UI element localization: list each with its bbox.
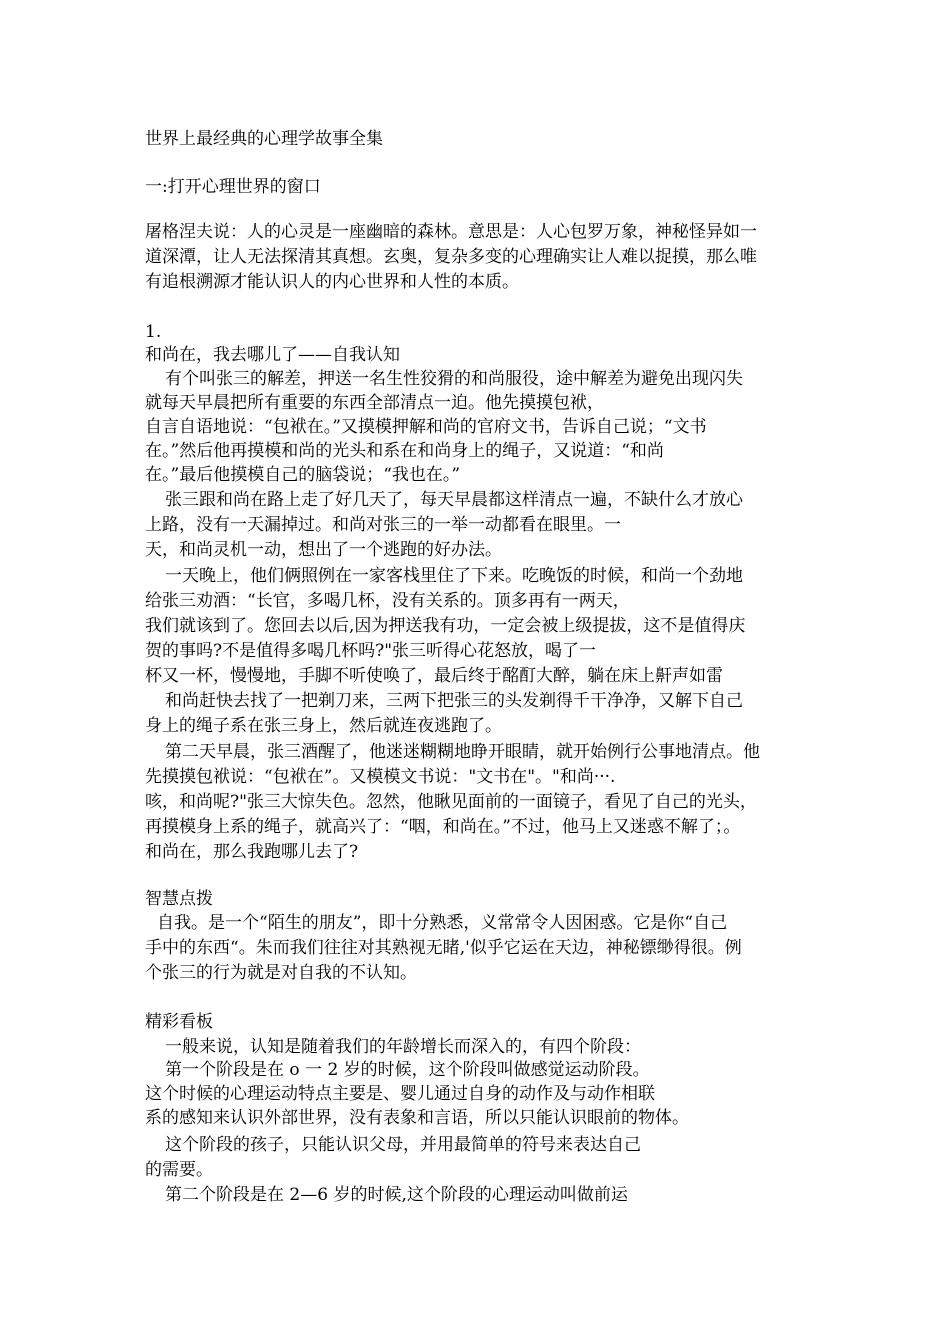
intro-line: 屠格涅夫说：人的心灵是一座幽暗的森林。意思是：人心包罗万象，神秘怪异如一 — [145, 222, 757, 242]
board-heading: 精彩看板 — [145, 1012, 213, 1032]
story-title: 和尚在，我去哪儿了——自我认知 — [145, 345, 400, 365]
story-line: 我们就该到了。您回去以后,因为押送我有功，一定会被上级提拔，这不是值得庆 — [145, 616, 746, 636]
story-line: 咳，和尚呢?"张三大惊失色。忽然，他瞅见面前的一面镜子，看见了自己的光头， — [145, 792, 757, 812]
board-line: 第一个阶段是在 o 一 2 岁的时候，这个阶段叫做感觉运动阶段。 — [165, 1060, 650, 1080]
story-line: 再摸模身上系的绳子，就高兴了：“咽，和尚在。”不过，他马上又迷惑不解了；。 — [145, 817, 741, 837]
document-title: 世界上最经典的心理学故事全集 — [145, 129, 383, 149]
board-line: 的需要。 — [145, 1160, 213, 1180]
board-line: 系的感知来认识外部世界，没有表象和言语，所以只能认识眼前的物体。 — [145, 1108, 689, 1128]
story-number: 1. — [145, 322, 162, 342]
intro-line: 道深潭，让人无法探清其真想。玄奥，复杂多变的心理确实让人难以捉摸，那么唯 — [145, 247, 757, 267]
story-line: 第二天早晨，张三酒醒了，他迷迷糊糊地睁开眼睛，就开始例行公事地清点。他 — [165, 742, 760, 762]
board-line: 这个阶段的孩子，只能认识父母，并用最简单的符号来表达自己 — [165, 1135, 641, 1155]
story-line: 和尚在，那么我跑哪儿去了? — [145, 842, 359, 862]
story-line: 天，和尚灵机一动，想出了一个逃跑的好办法。 — [145, 540, 502, 560]
board-line: 这个时候的心理运动特点主要是、婴儿通过自身的动作及与动作相联 — [145, 1084, 655, 1104]
story-line: 一天晚上，他们俩照例在一家客栈里住了下来。吃晚饭的时候，和尚一个劲地 — [165, 566, 743, 586]
story-line: 就每天早晨把所有重要的东西全部清点一迫。他先摸摸包袱， — [145, 393, 604, 413]
story-line: 上路，没有一天漏掉过。和尚对张三的一举一动都看在眼里。一 — [145, 515, 621, 535]
board-line: 一般来说，认知是随着我们的年龄增长而深入的，有四个阶段： — [165, 1037, 641, 1057]
story-line: 和尚赶快去找了一把剃刀来，三两下把张三的头发剃得千干净净，又解下自己 — [165, 691, 743, 711]
intro-line: 有追根溯源才能认识人的内心世界和人性的本质。 — [145, 272, 519, 292]
story-line: 张三跟和尚在路上走了好几天了，每天早晨都这样清点一遍，不缺什么才放心 — [165, 490, 743, 510]
section-heading: 一:打开心理世界的窗口 — [145, 177, 321, 197]
story-line: 在。”然后他再摸模和尚的光头和系在和尚身上的绳子，又说道：“和尚 — [145, 441, 664, 461]
wisdom-line: 自我。是一个“陌生的朋友”，即十分熟悉，义常常令人因困惑。它是你“自己 — [157, 913, 728, 933]
wisdom-line: 个张三的行为就是对自我的不认知。 — [145, 963, 417, 983]
story-line: 有个叫张三的解差，押送一名生性狡猾的和尚服役，途中解差为避免出现闪失 — [165, 369, 743, 389]
story-line: 自言自语地说：“包袱在。”又摸模押解和尚的官府文书，告诉自己说；“文书 — [145, 417, 707, 437]
board-line: 第二个阶段是在 2—6 岁的时候,这个阶段的心理运动叫做前运 — [165, 1185, 628, 1205]
story-line: 给张三劝酒：“长官，多喝几杯，没有关系的。顶多再有一两天， — [145, 591, 630, 611]
wisdom-line: 手中的东西“。朱而我们往往对其熟视无睹,'似乎它运在天边，神秘镖缈得很。例 — [145, 938, 742, 958]
wisdom-heading: 智慧点拨 — [145, 889, 213, 909]
story-line: 先摸摸包袱说：“包袱在”。又模模文书说："文书在"。"和尚···. — [145, 767, 616, 787]
story-line: 杯又一杯，慢慢地，手脚不听使唤了，最后终于酩酊大醉，躺在床上鼾声如雷 — [145, 666, 723, 686]
story-line: 在。”最后他摸模自己的脑袋说；“我也在。” — [145, 465, 461, 485]
story-line: 身上的绳子系在张三身上，然后就连夜逃跑了。 — [145, 716, 502, 736]
story-line: 贺的事吗?不是值得多喝几杯吗?"张三听得心花怒放，喝了一 — [145, 641, 597, 661]
